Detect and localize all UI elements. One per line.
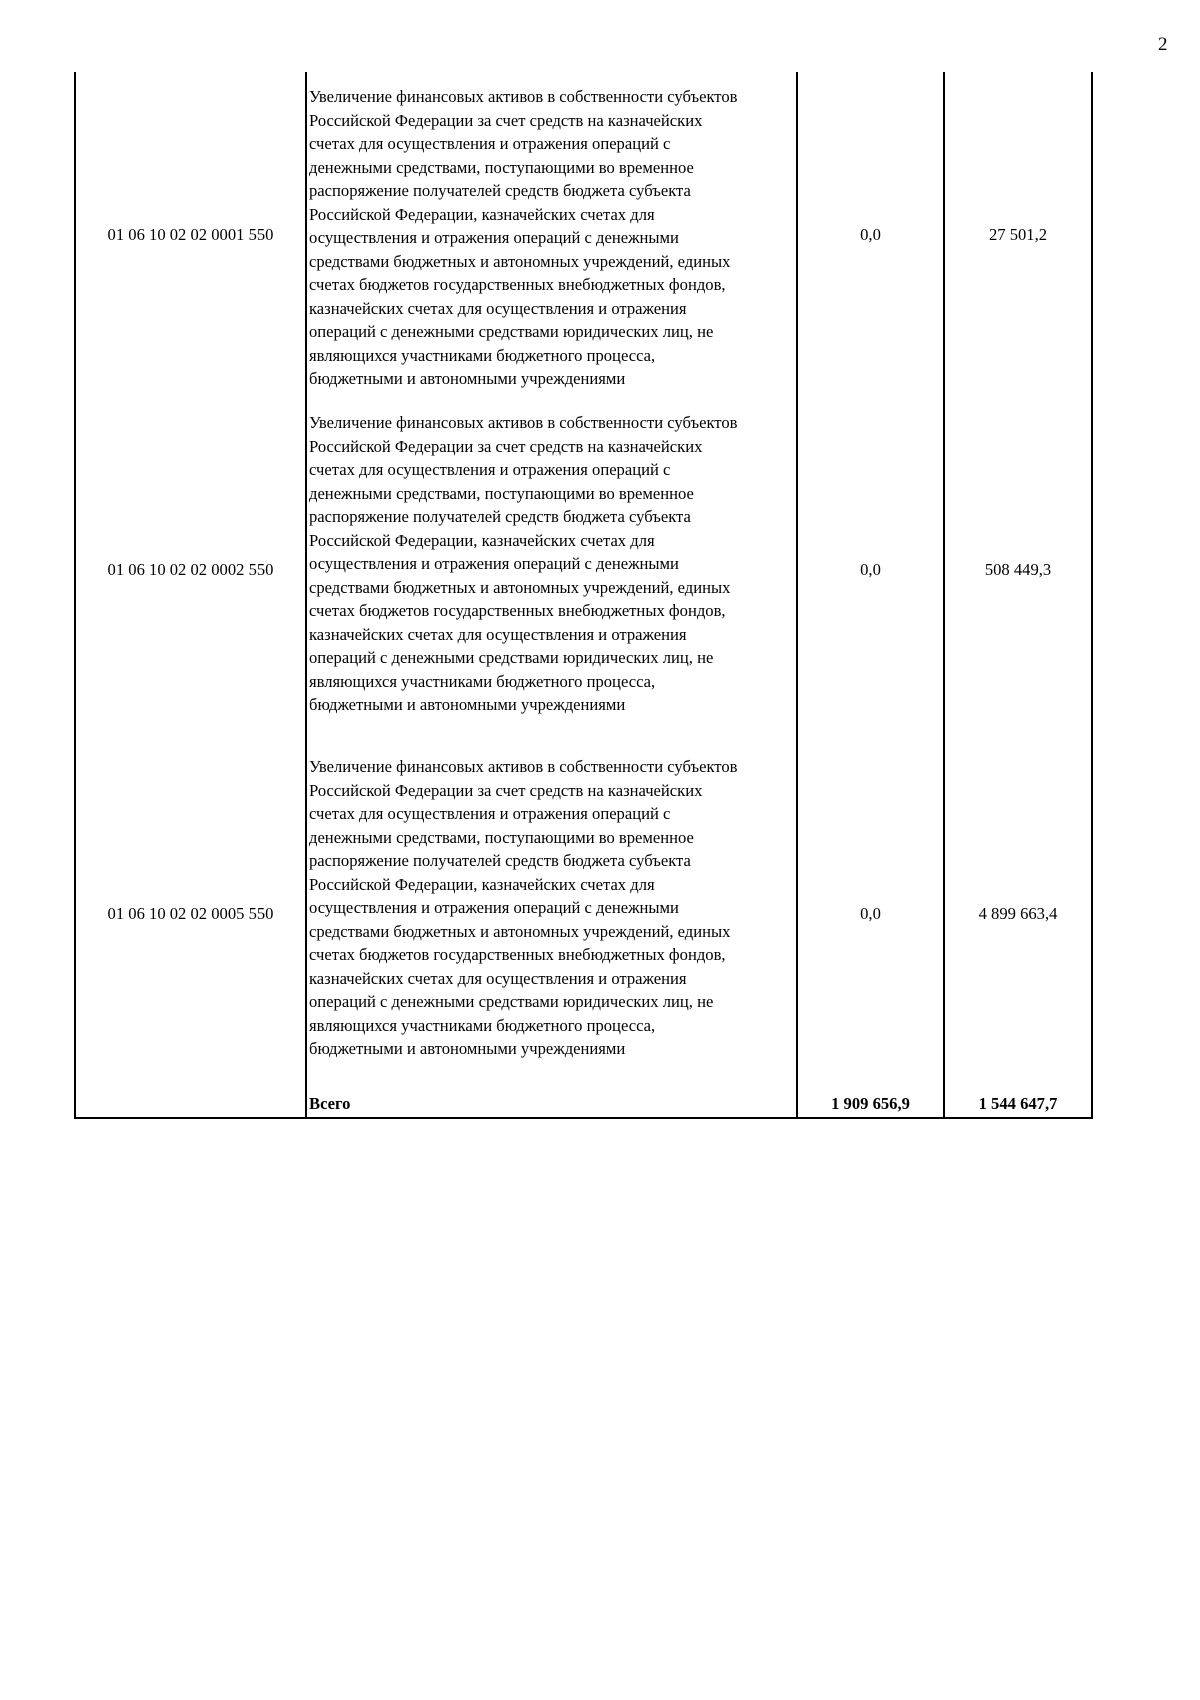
row-value-2: 4 899 663,4	[944, 742, 1092, 1086]
total-value-1: 1 909 656,9	[797, 1086, 944, 1118]
row-name: Увеличение финансовых активов в собственности субъектов Российской Федерации за счет средств на казначейских счетах для осуществления и отражения операций с денежными средствами, поступающими во временное распоряжение получателей средств бюджета субъекта Российской Федерации, казначейских счетах для осуществления и отражения операций с денежными средствами бюджетных и автономных учреждений, единых счетах бюджетов государственных внебюджетных фондов, казначейских счетах для осуществления и отражения операций с денежными средствами юридических лиц, не являющихся участниками бюджетного процесса, бюджетными и автономными учреждениями	[309, 757, 738, 1058]
table-row	[75, 72, 1092, 398]
row-name-cell	[306, 398, 797, 742]
row-name: Увеличение финансовых активов в собственности субъектов Российской Федерации за счет средств на казначейских счетах для осуществления и отражения операций с денежными средствами, поступающими во временное распоряжение получателей средств бюджета субъекта Российской Федерации, казначейских счетах для осуществления и отражения операций с денежными средствами бюджетных и автономных учреждений, единых счетах бюджетов государственных внебюджетных фондов, казначейских счетах для осуществления и отражения операций с денежными средствами юридических лиц, не являющихся участниками бюджетного процесса, бюджетными и автономными учреждениями	[309, 87, 738, 388]
row-code: 01 06 10 02 02 0005 550	[75, 742, 306, 1086]
budget-sources-table	[74, 72, 1093, 1119]
total-code-cell	[75, 1086, 306, 1118]
row-value-1: 0,0	[797, 72, 944, 398]
row-value-1: 0,0	[797, 398, 944, 742]
row-code: 01 06 10 02 02 0001 550	[75, 72, 306, 398]
page-number: 2	[1158, 34, 1168, 55]
row-value-1: 0,0	[797, 742, 944, 1086]
total-row	[75, 1086, 1092, 1118]
table-row	[75, 742, 1092, 1086]
table-row	[75, 398, 1092, 742]
row-code: 01 06 10 02 02 0002 550	[75, 398, 306, 742]
row-value-2: 27 501,2	[944, 72, 1092, 398]
row-name: Увеличение финансовых активов в собственности субъектов Российской Федерации за счет средств на казначейских счетах для осуществления и отражения операций с денежными средствами, поступающими во временное распоряжение получателей средств бюджета субъекта Российской Федерации, казначейских счетах для осуществления и отражения операций с денежными средствами бюджетных и автономных учреждений, единых счетах бюджетов государственных внебюджетных фондов, казначейских счетах для осуществления и отражения операций с денежными средствами юридических лиц, не являющихся участниками бюджетного процесса, бюджетными и автономными учреждениями	[309, 413, 738, 714]
row-name-cell	[306, 72, 797, 398]
total-value-2: 1 544 647,7	[944, 1086, 1092, 1118]
row-value-2: 508 449,3	[944, 398, 1092, 742]
total-label: Всего	[306, 1086, 797, 1118]
row-name-cell	[306, 742, 797, 1086]
